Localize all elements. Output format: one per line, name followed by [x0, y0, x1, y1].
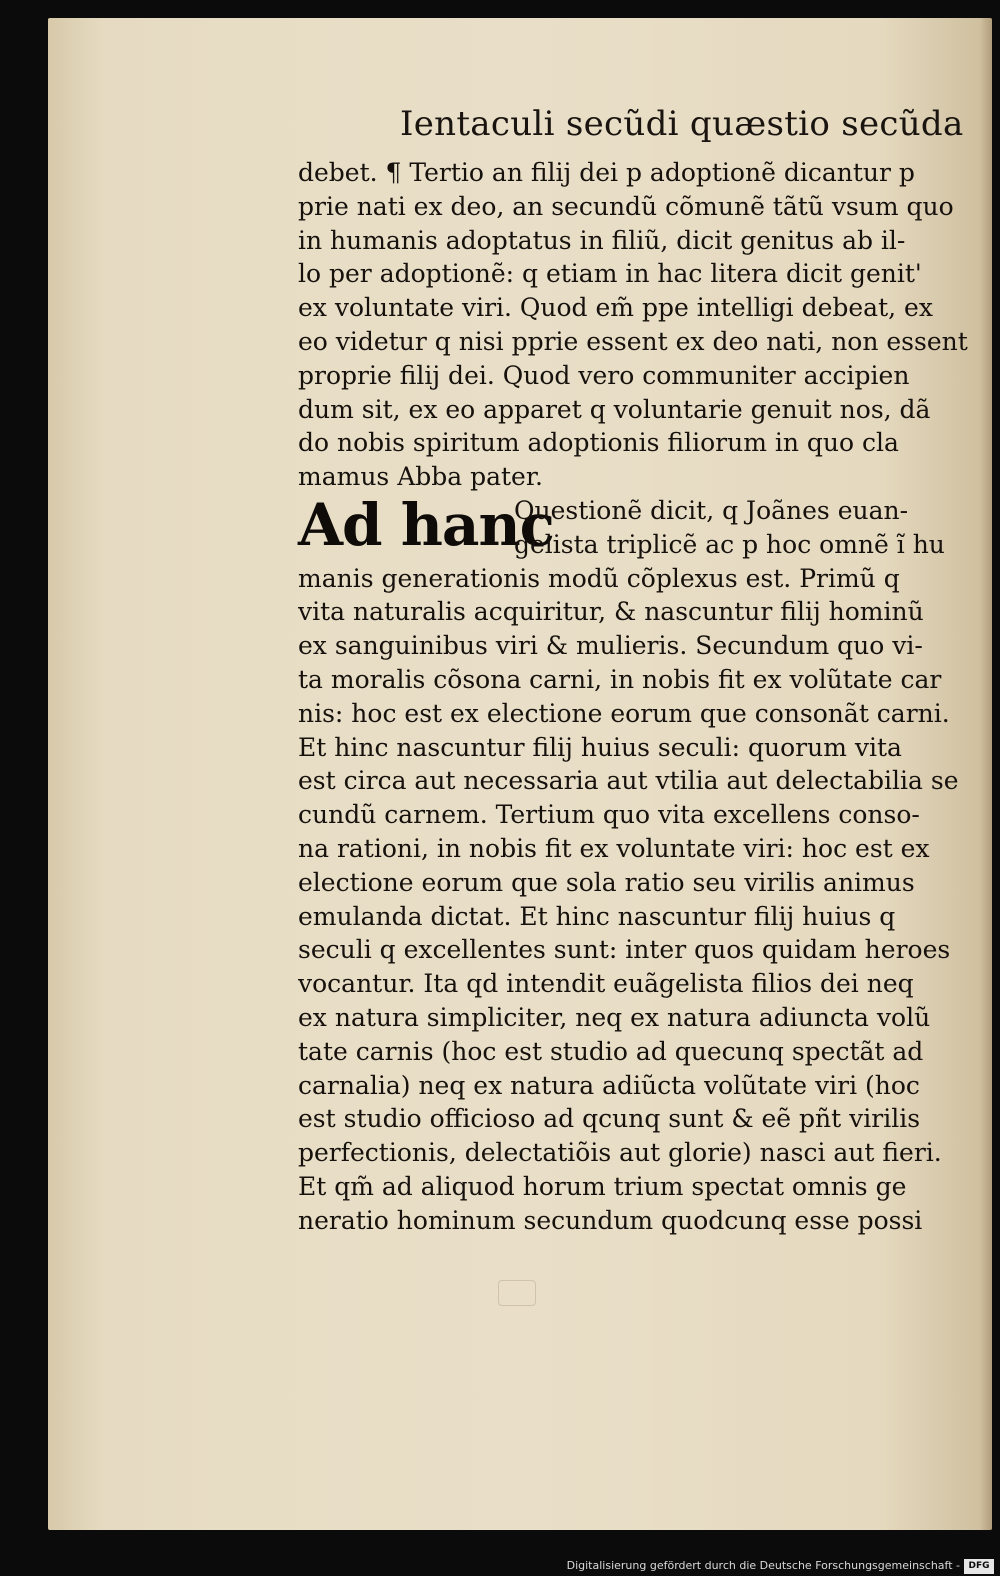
- text-line: in humanis adoptatus in filiũ, dicit genitus ab il-: [298, 225, 906, 255]
- text-line: proprie filij dei. Quod vero communiter accipien: [298, 360, 910, 390]
- text-line: ex natura simpliciter, neq ex natura adiuncta volũ: [298, 1002, 931, 1032]
- text-line: nis: hoc est ex electione eorum que consonãt carni.: [298, 698, 950, 728]
- faint-stamp-mark: [498, 1280, 536, 1306]
- text-line: ex voluntate viri. Quod em̃ ppe intelligi debeat, ex: [298, 293, 933, 323]
- page-edge-shadow: [980, 18, 992, 1530]
- text-line: manis generationis modũ cõplexus est. Primũ q: [298, 563, 900, 593]
- text-line: dum sit, ex eo apparet q voluntarie genuit nos, dã: [298, 394, 931, 424]
- text-line: Et hinc nascuntur filij huius seculi: quorum vita: [298, 732, 902, 762]
- decorated-initial: Ad hanc: [298, 490, 554, 559]
- text-line: gelista triplicẽ ac p hoc omnẽ ĩ hu: [514, 529, 945, 559]
- text-line: vocantur. Ita qd intendit euãgelista filios dei neq: [298, 969, 914, 999]
- text-line: vita naturalis acquiritur, & nascuntur filij hominũ: [298, 597, 924, 627]
- text-line: eo videtur q nisi pprie essent ex deo nati, non essent: [298, 326, 968, 356]
- main-text-block: [298, 156, 972, 1238]
- text-line: carnalia) neq ex natura adiũcta volũtate viri (hoc: [298, 1070, 920, 1100]
- text-line: ta moralis cõsona carni, in nobis fit ex volũtate car: [298, 664, 942, 694]
- text-line: debet. ¶ Tertio an filij dei p adoptionẽ dicantur p: [298, 158, 915, 187]
- text-line: est circa aut necessaria aut vtilia aut delectabilia se: [298, 766, 959, 796]
- text-line: tate carnis (hoc est studio ad quecunq spectãt ad: [298, 1036, 924, 1066]
- text-line: est studio officioso ad qcunq sunt & eẽ pñt virilis: [298, 1104, 921, 1134]
- text-line: ex sanguinibus viri & mulieris. Secundum quo vi-: [298, 631, 923, 661]
- text-line: lo per adoptionẽ: q etiam in hac litera dicit genit': [298, 259, 922, 289]
- book-page: [48, 18, 992, 1530]
- text-line: emulanda dictat. Et hinc nascuntur filij huius q: [298, 901, 896, 931]
- text-line: seculi q excellentes sunt: inter quos quidam heroes: [298, 935, 951, 965]
- text-line: neratio hominum secundum quodcunq esse possi: [298, 1205, 923, 1235]
- text-line: prie nati ex deo, an secundũ cõmunẽ tãtũ vsum quo: [298, 191, 954, 221]
- text-line: mamus Abba pater.: [298, 462, 544, 492]
- text-line: Questionẽ dicit, q Joãnes euan-: [514, 495, 909, 525]
- text-line: na rationi, in nobis fit ex voluntate viri: hoc est ex: [298, 833, 930, 863]
- text-line: Et qm̃ ad aliquod horum trium spectat omnis ge: [298, 1171, 907, 1201]
- text-line: perfectionis, delectatiõis aut glorie) nasci aut fieri.: [298, 1138, 942, 1168]
- text-line: electione eorum que sola ratio seu virilis animus: [298, 867, 915, 897]
- text-line: cundũ carnem. Tertium quo vita excellens conso-: [298, 800, 920, 830]
- running-header: Ientaculi secũdi quæstio secũda: [400, 104, 964, 144]
- dfg-logo: DFG: [964, 1559, 994, 1574]
- text-line: do nobis spiritum adoptionis filiorum in quo cla: [298, 428, 899, 458]
- initial-paragraph-opening: [298, 490, 972, 562]
- digitization-credit: Digitalisierung gefördert durch die Deutsche Forschungsgemeinschaft -: [566, 1559, 960, 1572]
